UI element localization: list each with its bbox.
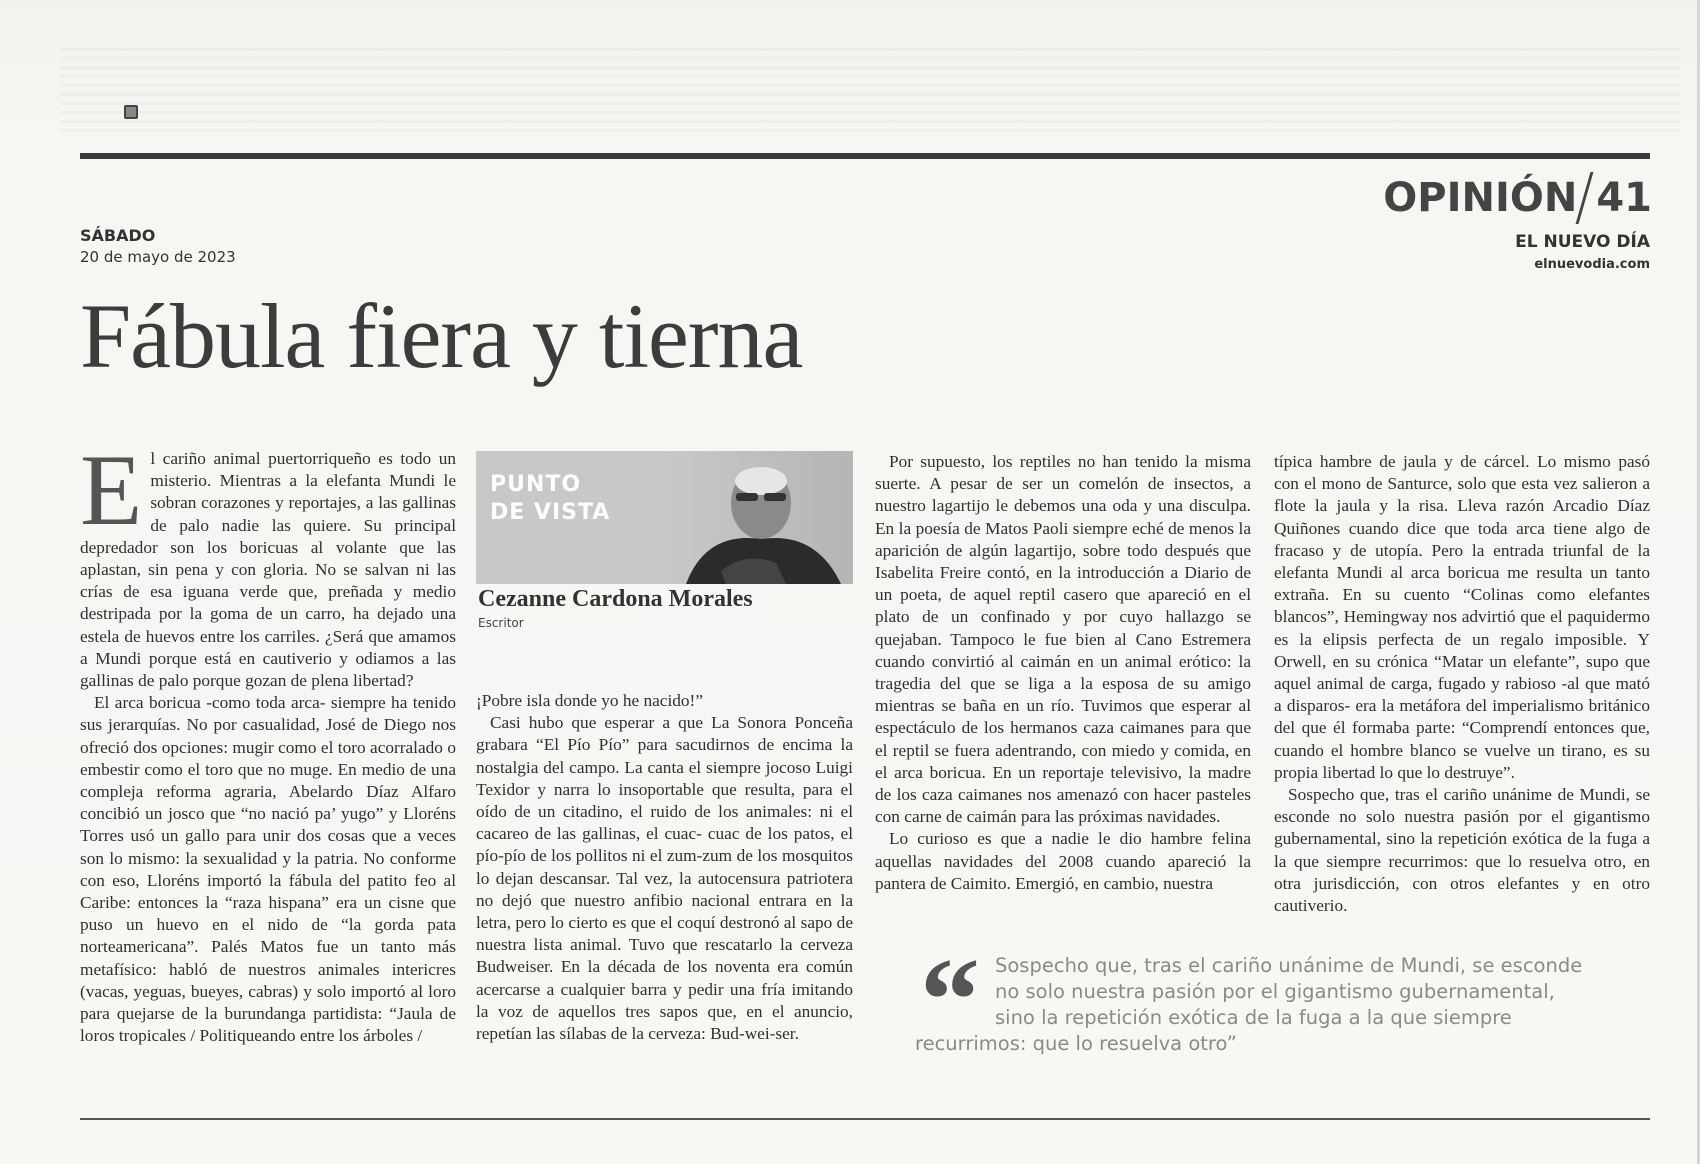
article-column-1 xyxy=(80,434,456,1047)
paragraph: Casi hubo que esperar a que La Sonora Ponceña grabara “El Pío Pío” para sacudirnos de encima la nostalgia del campo. La canta el siempre jocoso Luigi Texidor y narra lo insoportable que resulta, para el oído de un citadino, el ruido de los animales: ni el cacareo de las gallinas, el cuac- cuac de los patos, el pío-pío de los pollitos ni el zum-zum de los mosquitos lo dejan descansar. Tal vez, la autocensura patriotera no dejó que nuestro anfibio nacional entrara en la letra, pero lo cierto es que el coquí destronó al sapo de nuestra lista animal. Tuvo que rescatarlo la cerveza Budweiser. En la década de los noventa era común acercarse a cualquier barra y pedir una fría imitando la voz de aquellos tres sapos que, en el anuncio, repetían las sílabas de la cerveza: Bud-wei-ser. xyxy=(476,713,853,1044)
paragraph: El arca boricua -como toda arca- siempre ha tenido sus jerarquías. No por casualidad, José de Diego nos ofreció dos opciones: mugir como el toro acorralado o embestir como el toro que no muge. En medio de una compleja reforma agraria, Abelardo Díaz Alfaro concibió un josco que “no nació pa’ yugo” y Lloréns Torres usó un gallo para unir dos cosas que a veces son lo mismo: la sexualidad y la patria. No conforme con eso, Lloréns importó la fábula del patito feo al Caribe: entonces la “raza hispana” era un cisne que puso un huevo en el nido de “la gorda pata norteamericana”. Palés Matos fue un tanto más metafísico: habló de nuestros animales intericres (vacas, yeguas, bueyes, cabras) y solo importó al loro para quejarse de la burundanga partidista: “Jaula de loros tropicales / Politiqueando entre los árboles / xyxy=(80,693,456,1046)
pull-quote-line: sino la repetición exótica de la fuga a la que siempre xyxy=(995,1006,1512,1029)
section-slash-divider xyxy=(1576,172,1594,224)
column-label-line1: PUNTO xyxy=(490,472,582,497)
article-column-3 xyxy=(875,451,1251,895)
article-column-2 xyxy=(476,690,853,1045)
newspaper-website: elnuevodia.com xyxy=(1534,257,1650,272)
header-rule xyxy=(80,153,1650,159)
weekday: SÁBADO xyxy=(80,226,156,245)
section-header xyxy=(1383,172,1652,224)
article-headline: Fábula fiera y tierna xyxy=(80,285,803,387)
publication-date: 20 de mayo de 2023 xyxy=(80,248,236,266)
column-label xyxy=(490,471,610,527)
paragraph: Lo curioso es que a nadie le dio hambre felina aquellas navidades del 2008 cuando apareció la pantera de Caimito. Emergió, en cambio, nuestra xyxy=(875,829,1251,893)
author-photo xyxy=(666,451,853,584)
footer-rule xyxy=(80,1118,1650,1120)
author-role: Escritor xyxy=(478,616,524,630)
pull-quote-line: recurrimos: que lo resuelva otro” xyxy=(915,1032,1237,1055)
column-label-line2: DE VISTA xyxy=(490,500,611,525)
bleed-through-texture xyxy=(60,48,1680,138)
paragraph: l cariño animal puertorriqueño es todo un misterio. Mientras a la elefanta Mundi le sobran corazones y reportajes, a las gallinas de palo nadie las quiere. Su principal depredador son los boricuas al volante que las aplastan, sin pena y con gloria. No se salvan ni las crías de esa iguana verde que, preñada y medio destripada por la goma de un carro, ha dejado una estela de huevos entre los carriles. ¿Será que amamos a Mundi porque está en cautiverio y odiamos a las gallinas de palo porque gozan de plena libertad? xyxy=(80,449,456,691)
section-title: OPINIÓN xyxy=(1383,175,1578,221)
paragraph: Por supuesto, los reptiles no han tenido la misma suerte. A pesar de ser un comelón de insectos, a nuestro lagartijo le debemos una oda y una disculpa. En la poesía de Matos Paoli siempre eché de menos la aparición de algún lagartijo, sobre todo después que Isabelita Freire contó, en la introducción a Diario de un poeta, de aquel reptil casero que apareció en el plato de un confinado y por cuyo hallazgo se quejaban. Tampoco le fue bien al Cano Estremera cuando convirtió al caimán en un animal erótico: la tragedia del que se liga a la esposa de su amigo mientras se baña en un río. Tuvimos que esperar al espectáculo de los hermanos caza caimanes para que el reptil se fuera adentrando, con miedo y comida, en el arca boricua. En un reportaje televisivo, la madre de los caza caimanes nos amenazó con hacer pasteles con carne de caimán para las próximas navidades. xyxy=(875,452,1251,827)
author-portrait-icon xyxy=(666,451,853,584)
registration-mark xyxy=(124,105,138,119)
pull-quote-line: Sospecho que, tras el cariño unánime de Mundi, se esconde xyxy=(995,954,1583,977)
paragraph: Sospecho que, tras el cariño unánime de Mundi, se esconde no solo nuestra pasión por el gigantismo gubernamental, sino la repetición exótica de la fuga a la que siempre recurrimos: que lo resuelva otro, en otra jurisdicción, con otros elefantes y en otro cautiverio. xyxy=(1274,785,1650,916)
newspaper-name: EL NUEVO DÍA xyxy=(1515,232,1650,252)
author-name: Cezanne Cardona Morales xyxy=(478,586,753,612)
quote-mark-icon: “ xyxy=(920,933,980,1066)
pull-quote xyxy=(915,953,1650,1057)
paragraph: típica hambre de jaula y de cárcel. Lo mismo pasó con el mono de Santurce, solo que esta vez salieron a flote la jaula y la risa. Lleva razón Arcadio Díaz Quiñones cuando dice que toda arca tiene algo de fracaso y de utopía. Pero la entrada triunfal de la elefanta Mundi al arca boricua me resulta un tanto extraña. En su cuento “Colinas como elefantes blancos”, Hemingway nos advirtió que el paquidermo es la elipsis perfecta de un regalo imposible. Y Orwell, en su crónica “Matar un elefante”, supo que aquel animal de carga, fugado y rabioso -al que mató a disparos- era la metáfora del imperialismo británico del que él formaba parte: “Comprendí entonces que, cuando el hombre blanco se vuelve un tirano, es su propia libertad lo que lo destruye”. xyxy=(1274,452,1650,782)
article-column-4 xyxy=(1274,451,1650,917)
drop-cap: E xyxy=(80,434,143,547)
paragraph: ¡Pobre isla donde yo he nacido!” xyxy=(476,691,703,710)
punto-de-vista-banner xyxy=(476,451,853,584)
page-number: 41 xyxy=(1596,175,1652,221)
pull-quote-line: no solo nuestra pasión por el gigantismo gubernamental, xyxy=(995,980,1555,1003)
